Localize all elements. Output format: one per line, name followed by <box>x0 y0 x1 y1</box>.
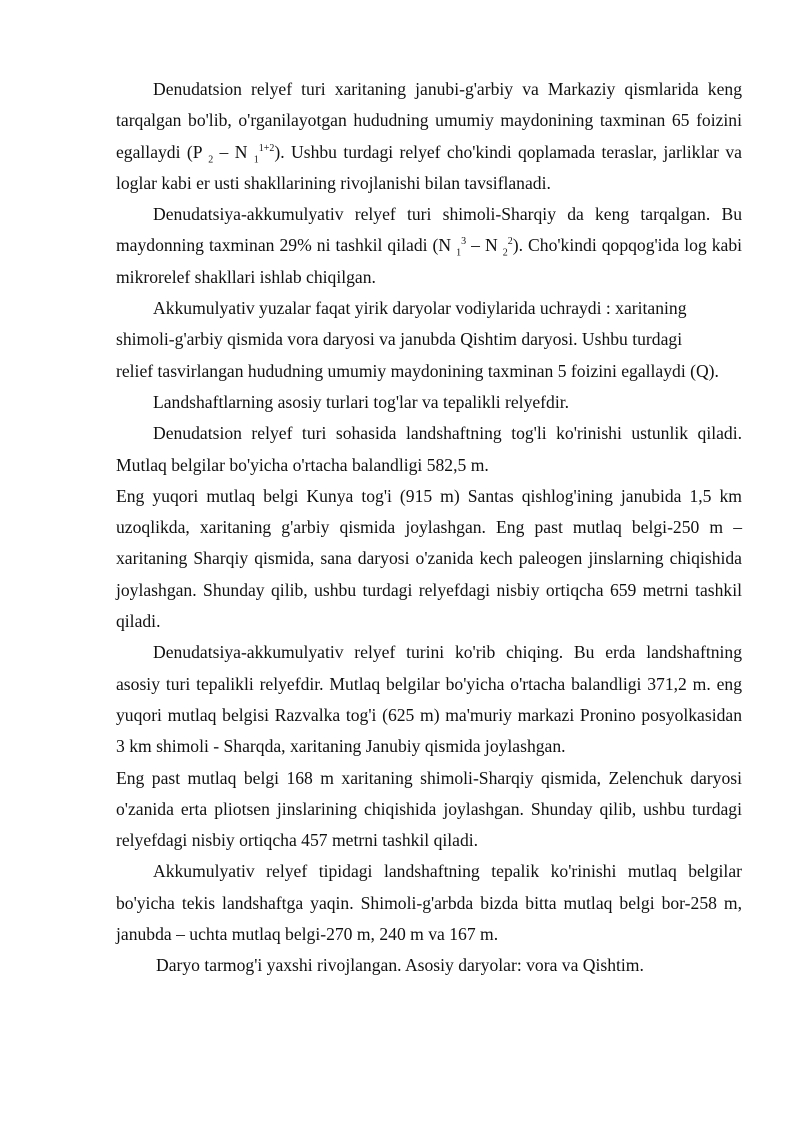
subscript: 2 <box>208 154 214 166</box>
superscript: 1+2 <box>258 142 275 154</box>
paragraph-landscape-types: Landshaftlarning asosiy turlari tog'lar va tepalikli relyefdir. <box>153 391 570 412</box>
paragraph-text: Denudatsiya-akkumulyativ relyef turi shimoli-Sharqiy da keng tarqalgan. Bu maydonning taxminan 29% ni tashkil qiladi (N <box>116 204 742 256</box>
superscript: 3 <box>461 236 467 248</box>
paragraph-hilly-relief: Denudatsiya-akkumulyativ relyef turini ko'rib chiqing. Bu erda landshaftning asosiy turi tepalikli relyefdir. Mutlaq belgilar bo'yicha o'rtacha balandligi 371,2 m. eng yuqori mutlaq belgisi Razvalka tog'i (625 m) ma'muriy markazi Pronino posyolkasidan 3 km shimoli - Sharqda, xaritaning Janubiy qismida joylashgan. <box>116 642 742 757</box>
subscript: 2 <box>502 248 508 259</box>
subscript: 1 <box>456 248 462 259</box>
paragraph-text: ). Ushbu turdagi relyef cho'kindi qoplamada teraslar, jarliklar va loglar kabi er usti shakllarining rivojlanishi bilan tavsiflanadi. <box>116 141 742 193</box>
paragraph-text: Denudatsion relyef turi xaritaning janubi-g'arbiy va Markaziy qismlarida keng tarqalgan bo'lib, o'rganilayotgan hududning umumiy maydonining taxminan 65 foizini egallaydi (P <box>116 79 742 162</box>
paragraph-mountain-landscape: Denudatsion relyef turi sohasida landshaftning tog'li ko'rinishi ustunlik qiladi. Mutlaq belgilar bo'yicha o'rtacha balandligi 582,5 m. <box>116 423 742 475</box>
superscript: 2 <box>507 236 513 248</box>
paragraph-text: ). Cho'kindi qopqog'ida log kabi mikrorelef shakllari ishlab chiqilgan. <box>116 235 743 287</box>
paragraph-accumulative-landscape: Akkumulyativ relyef tipidagi landshaftning tepalik ko'rinishi mutlaq belgilar bo'yicha tekis landshaftga yaqin. Shimoli-g'arbda bizda bitta mutlaq belgi bor-258 m, janubda – uchta mutlaq belgi-270 m, 240 m va 167 m. <box>116 861 742 945</box>
paragraph-lowest-mark-zelenchuk: Eng past mutlaq belgi 168 m xaritaning shimoli-Sharqiy qismida, Zelenchuk daryosi o'zanida erta pliotsen jinslarining chiqishida joylashgan. Shunday qilib, ushbu turdagi relyefdagi nisbiy ortiqcha 457 metrni tashkil qiladi. <box>116 767 742 851</box>
paragraph-accumulative-surfaces: Akkumulyativ yuzalar faqat yirik daryolar vodiylarida uchraydi : xaritaning shimoli-g'arbiy qismida vora daryosi va janubda Qishtim daryosi. Ushbu turdagi <box>116 298 687 350</box>
subscript: 1 <box>253 154 259 166</box>
paragraph-river-network: Daryo tarmog'i yaxshi rivojlangan. Asosiy daryolar: vora va Qishtim. <box>156 955 644 976</box>
paragraph-accumulative-surfaces-continued: relief tasvirlangan hududning umumiy maydonining taxminan 5 foizini egallaydi (Q). <box>116 360 719 381</box>
paragraph-denudation-relief <box>116 74 742 199</box>
paragraph-text: – N <box>466 235 503 256</box>
paragraph-text: – N <box>213 141 254 162</box>
paragraph-highest-lowest-marks: Eng yuqori mutlaq belgi Kunya tog'i (915 m) Santas qishlog'ining janubida 1,5 km uzoqlikda, xaritaning g'arbiy qismida joylashgan. Eng past mutlaq belgi-250 m – xaritaning Sharqiy qismida, sana daryosi o'zanida kech paleogen jinslarning chiqishida joylashgan. Shunday qilib, ushbu turdagi relyefdagi nisbiy ortiqcha 659 metrni tashkil qiladi. <box>116 485 742 632</box>
paragraph-denudation-accumulative-relief <box>116 199 742 293</box>
